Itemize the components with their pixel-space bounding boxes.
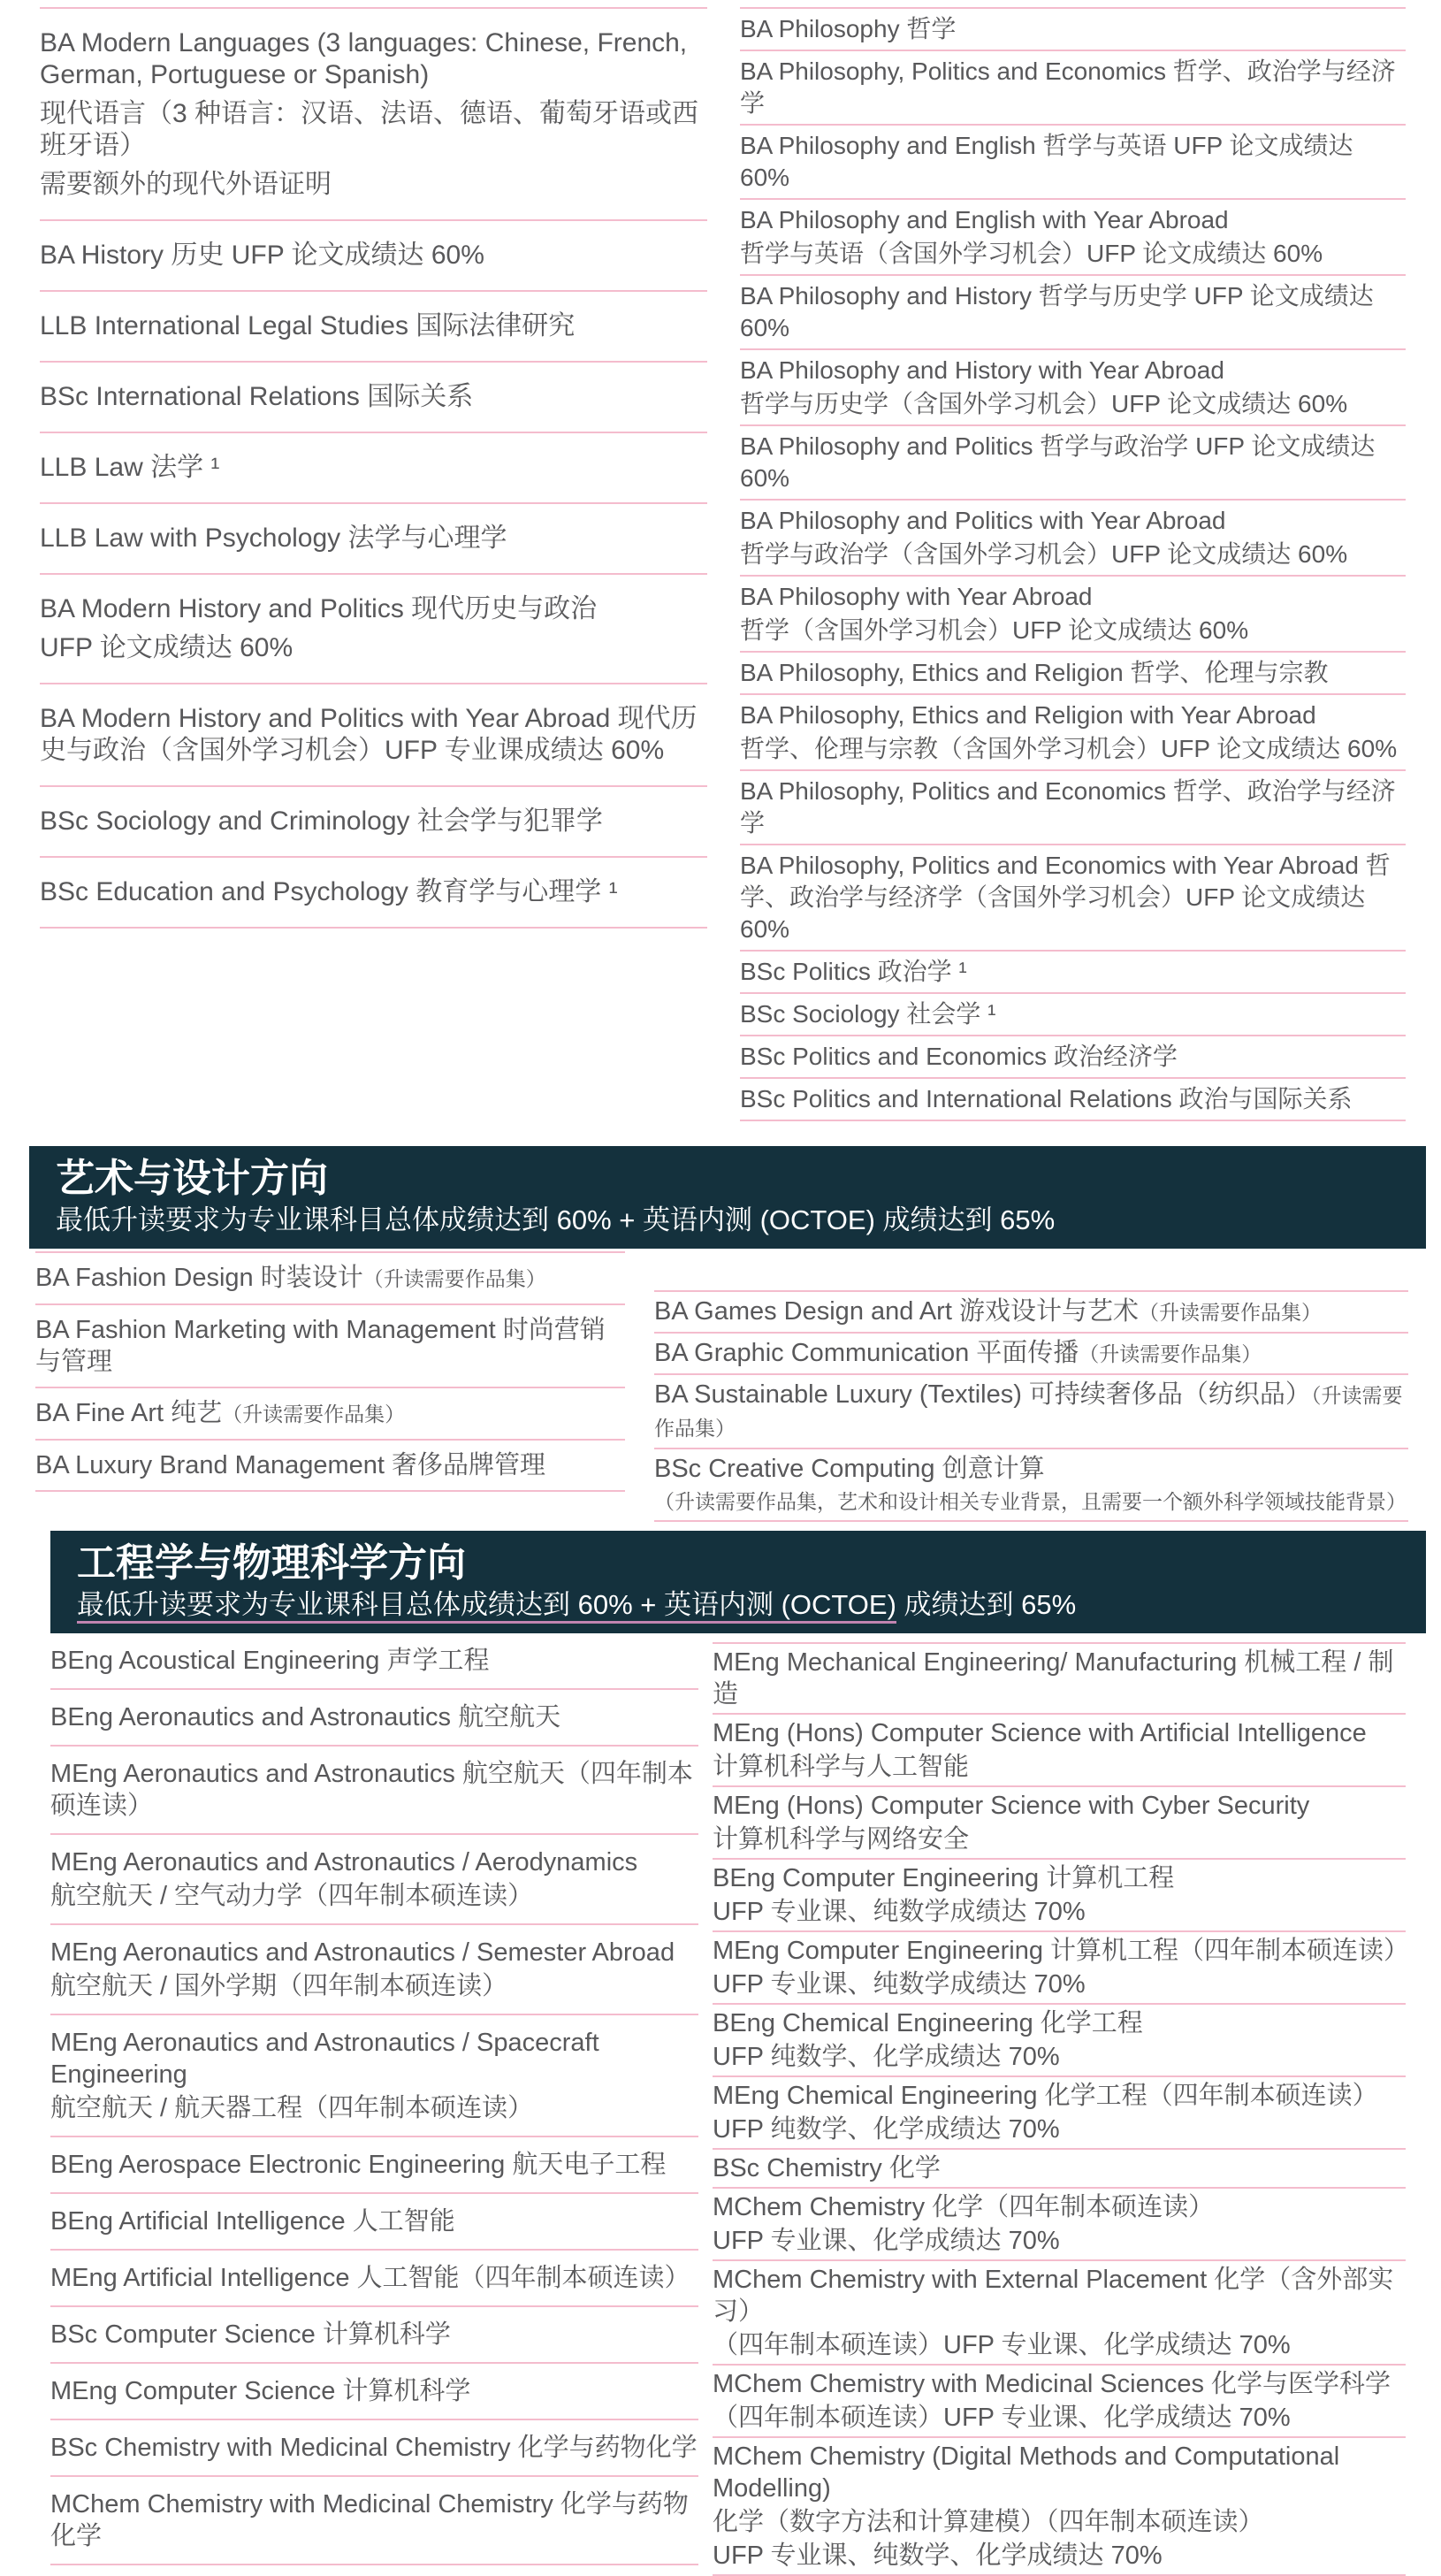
program-row [50,2364,698,2420]
program-row [35,1388,625,1441]
program-line: MChem Chemistry (Digital Methods and Computational Modelling) [713,2442,1340,2503]
program-line: 计算机科学与人工智能 [713,1753,970,1781]
program-line: BSc Chemistry with Medicinal Chemistry 化学与药物化学 [50,2434,698,2462]
program-line: 哲学与历史学（含国外学习机会）UFP 论文成绩达 60% [740,390,1348,417]
program-row [740,952,1406,994]
program-line: BA Luxury Brand Management 奢侈品牌管理 [35,1451,546,1479]
program-row [740,653,1406,695]
program-line: BA Graphic Communication 平面传播（升读需要作品集） [654,1339,1262,1367]
program-row [740,577,1406,653]
arts-left-column [35,1251,625,1492]
program-row [40,292,707,363]
program-row [713,2150,1406,2189]
program-row [40,575,707,684]
program-line: BA Philosophy, Ethics and Religion 哲学、伦理与宗教 [740,659,1329,686]
program-row [50,2420,698,2477]
arts-right-column [654,1290,1408,1522]
program-row [740,426,1406,501]
program-line: MEng Aeronautics and Astronautics / Spacecraft Engineering [50,2029,599,2089]
program-line: BA Modern Languages (3 languages: Chinese, French, German, Portuguese or Spanish) [40,28,688,89]
program-row [713,1644,1406,1715]
program-row [35,1305,625,1388]
program-line: BA Philosophy and History 哲学与历史学 UFP 论文成绩达 60% [740,282,1374,341]
program-row [50,2307,698,2364]
program-line: UFP 论文成绩达 60% [40,633,294,662]
program-row [713,2005,1406,2077]
program-row [50,1925,698,2015]
program-line: BA Sustainable Luxury (Textiles) 可持续奢侈品（纺织品）（升读需要作品集） [654,1380,1403,1440]
program-line: MEng Aeronautics and Astronautics / Semester Abroad [50,1938,675,1967]
program-line: MChem Chemistry with Medicinal Sciences 化学与医学科学 [713,2370,1391,2398]
program-row [740,51,1406,126]
program-line: BEng Acoustical Engineering 声学工程 [50,1647,490,1675]
program-line: BSc Politics and International Relations 政治与国际关系 [740,1085,1353,1112]
program-row [40,684,707,787]
program-note: （升读需要作品集） [654,1384,1403,1440]
program-line: UFP 纯数学、化学成绩达 70% [713,2043,1060,2071]
program-line: MEng (Hons) Computer Science with Cyber Security [713,1792,1310,1820]
program-line: 哲学与英语（含国外学习机会）UFP 论文成绩达 60% [740,240,1323,267]
program-line: BA Philosophy with Year Abroad [740,583,1093,610]
program-line: BEng Chemical Engineering 化学工程 [713,2009,1143,2037]
program-line: 哲学与政治学（含国外学习机会）UFP 论文成绩达 60% [740,540,1348,568]
engineering-left-column [50,1633,698,2565]
program-row [40,858,707,929]
program-line: BA Philosophy, Ethics and Religion with Year Abroad [740,701,1316,729]
program-line [654,1485,1408,1517]
program-line: BSc Chemistry 化学 [713,2154,941,2182]
subtitle-underlined-part: 最低升读要求为专业课科目总体成绩达到 60% + 英语内测 (OCTOE) [77,1589,896,1624]
program-line: BA Fashion Design 时装设计（升读需要作品集） [35,1264,546,1292]
program-line: UFP 专业课、纯数学成绩达 70% [713,1970,1086,1999]
program-line: BA Philosophy and History with Year Abroad [740,356,1224,384]
program-note: （升读需要作品集） [362,1267,546,1290]
program-row [50,1633,698,1690]
program-line: UFP 纯数学、化学成绩达 70% [713,2115,1060,2144]
program-row [713,1787,1406,1860]
program-row [40,221,707,292]
arts-section-header [29,1146,1426,1249]
program-line: UFP 专业课、纯数学、化学成绩达 70% [713,2542,1163,2570]
program-line: BSc Creative Computing 创意计算 [654,1455,1045,1483]
program-line: BA Philosophy, Politics and Economics with Year Abroad 哲学、政治学与经济学（含国外学习机会）UFP 论文成绩达 60% [740,852,1391,943]
arts-section-title: 艺术与设计方向 [56,1157,328,1200]
program-row [40,9,707,221]
program-row [713,1932,1410,2005]
program-row [740,126,1406,200]
program-line: MEng Artificial Intelligence 人工智能（四年制本硕连读） [50,2264,690,2292]
program-row [654,1334,1408,1375]
program-row [740,695,1406,771]
top-left-column [40,7,707,929]
program-line: BA Philosophy and English 哲学与英语 UFP 论文成绩达 60% [740,132,1353,191]
engineering-section-subtitle [77,1587,1399,1623]
program-note: （升读需要作品集） [1079,1342,1262,1365]
engineering-section [0,1531,1441,2576]
program-line: BA Philosophy and English with Year Abroad [740,206,1229,233]
program-row [713,2189,1406,2261]
program-row [713,1715,1406,1787]
program-row [40,363,707,433]
arts-design-section [0,1146,1441,1522]
program-row [50,2015,698,2137]
program-row [35,1253,625,1305]
program-row [40,433,707,504]
program-line: 计算机科学与网络安全 [713,1825,970,1854]
program-line: MEng Aeronautics and Astronautics / Aerodynamics [50,1848,638,1877]
program-line: MEng Computer Science 计算机科学 [50,2377,471,2405]
program-line: BA Philosophy, Politics and Economics 哲学、政治学与经济学 [740,777,1396,837]
program-row [740,9,1406,51]
program-line: BEng Aeronautics and Astronautics 航空航天 [50,1703,561,1731]
program-line: MEng Mechanical Engineering/ Manufacturing 机械工程 / 制造 [713,1648,1394,1708]
program-row [740,994,1406,1036]
program-line: BA Fashion Marketing with Management 时尚营销与管理 [35,1316,606,1376]
program-line: MEng Computer Engineering 计算机工程（四年制本硕连读） [713,1937,1410,1965]
top-programs-section [0,0,1441,1121]
program-line: LLB Law with Psychology 法学与心理学 [40,524,507,553]
program-row [654,1375,1408,1449]
program-line: （四年制本硕连读）UFP 专业课、化学成绩达 70% [713,2331,1291,2359]
program-line: （四年制本硕连读）UFP 专业课、化学成绩达 70% [713,2404,1291,2432]
program-row [713,2077,1406,2150]
program-row [713,2366,1406,2438]
program-line: MEng Chemical Engineering 化学工程（四年制本硕连读） [713,2082,1378,2110]
program-row [740,200,1406,276]
program-line: 航空航天 / 航天器工程（四年制本硕连读） [50,2094,534,2122]
program-line: BEng Computer Engineering 计算机工程 [713,1864,1175,1892]
program-row [713,1860,1406,1932]
program-row [50,1835,698,1925]
program-line: BA Philosophy and Politics 哲学与政治学 UFP 论文成绩达 60% [740,432,1376,492]
engineering-right-column [713,1642,1410,2576]
program-line: MEng Aeronautics and Astronautics 航空航天（四年制本硕连读） [50,1760,693,1820]
program-row [654,1449,1408,1522]
program-line: UFP 专业课、化学成绩达 70% [713,2227,1060,2255]
program-row [740,501,1406,577]
program-row [50,1690,698,1747]
program-line: 哲学、伦理与宗教（含国外学习机会）UFP 论文成绩达 60% [740,735,1398,762]
program-line: 现代语言（3 种语言：汉语、法语、德语、葡萄牙语或西班牙语） [40,99,699,160]
program-row [740,350,1406,426]
program-line: BA History 历史 UFP 论文成绩达 60% [40,241,484,270]
program-line: LLB International Legal Studies 国际法律研究 [40,311,576,340]
program-row [50,2251,698,2307]
program-note: （升读需要作品集，艺术和设计相关专业背景，且需要一个额外科学领域技能背景） [654,1490,1407,1513]
program-line: BEng Aerospace Electronic Engineering 航天电子工程 [50,2151,667,2179]
program-row [740,276,1406,350]
program-note: （升读需要作品集） [1138,1301,1322,1324]
program-line: BA Philosophy, Politics and Economics 哲学、政治学与经济学 [740,57,1396,117]
program-line: BSc Politics 政治学 ¹ [740,958,967,985]
program-line: BA Modern History and Politics with Year Abroad 现代历史与政治（含国外学习机会）UFP 专业课成绩达 60% [40,704,698,765]
program-row [40,787,707,858]
program-row [50,2137,698,2194]
program-line: UFP 专业课、纯数学成绩达 70% [713,1898,1086,1926]
program-line: BA Modern History and Politics 现代历史与政治 [40,594,598,623]
program-row [740,845,1406,952]
program-row [50,1747,698,1835]
program-row [713,2438,1406,2576]
program-row [654,1292,1408,1334]
arts-section-subtitle: 最低升读要求为专业课科目总体成绩达到 60% + 英语内测 (OCTOE) 成绩达到 65% [56,1204,1056,1235]
program-row [740,1036,1406,1079]
program-row [713,2261,1406,2366]
program-row [50,2477,698,2565]
program-line: BA Fine Art 纯艺（升读需要作品集） [35,1399,406,1427]
program-line: 哲学（含国外学习机会）UFP 论文成绩达 60% [740,616,1249,644]
program-line: BA Philosophy and Politics with Year Abroad [740,507,1226,534]
program-row [35,1441,625,1492]
program-line: BSc Computer Science 计算机科学 [50,2320,451,2349]
program-line: BA Philosophy 哲学 [740,15,957,42]
program-line: BEng Artificial Intelligence 人工智能 [50,2207,455,2236]
program-line: MEng (Hons) Computer Science with Artificial Intelligence [713,1719,1367,1747]
program-note: （升读需要作品集） [222,1403,406,1426]
program-row [740,771,1406,845]
program-row [40,504,707,575]
program-line: BSc Politics and Economics 政治经济学 [740,1043,1178,1070]
program-line: 航空航天 / 空气动力学（四年制本硕连读） [50,1882,534,1910]
engineering-section-title: 工程学与物理科学方向 [77,1541,466,1585]
program-line: MChem Chemistry with Medicinal Chemistry 化学与药物化学 [50,2490,689,2550]
program-line: LLB Law 法学 ¹ [40,453,220,482]
program-row [740,1079,1406,1121]
program-line: MChem Chemistry 化学（四年制本硕连读） [713,2193,1215,2221]
subtitle-rest-part: 成绩达到 65% [896,1589,1077,1620]
program-row [50,2194,698,2251]
program-line: BA Games Design and Art 游戏设计与艺术（升读需要作品集） [654,1297,1322,1326]
program-line: BSc Education and Psychology 教育学与心理学 ¹ [40,877,618,906]
program-line: BSc International Relations 国际关系 [40,382,474,411]
program-line: MChem Chemistry with External Placement 化学（含外部实习） [713,2266,1394,2326]
program-line: 化学（数字方法和计算建模）（四年制本硕连读） [713,2508,1264,2536]
program-line: 航空航天 / 国外学期（四年制本硕连读） [50,1972,508,2000]
program-line: 需要额外的现代外语证明 [40,170,332,199]
program-line: BSc Sociology and Criminology 社会学与犯罪学 [40,806,603,836]
engineering-section-header [50,1531,1426,1633]
top-right-column [740,7,1406,1121]
program-line: BSc Sociology 社会学 ¹ [740,1000,996,1028]
